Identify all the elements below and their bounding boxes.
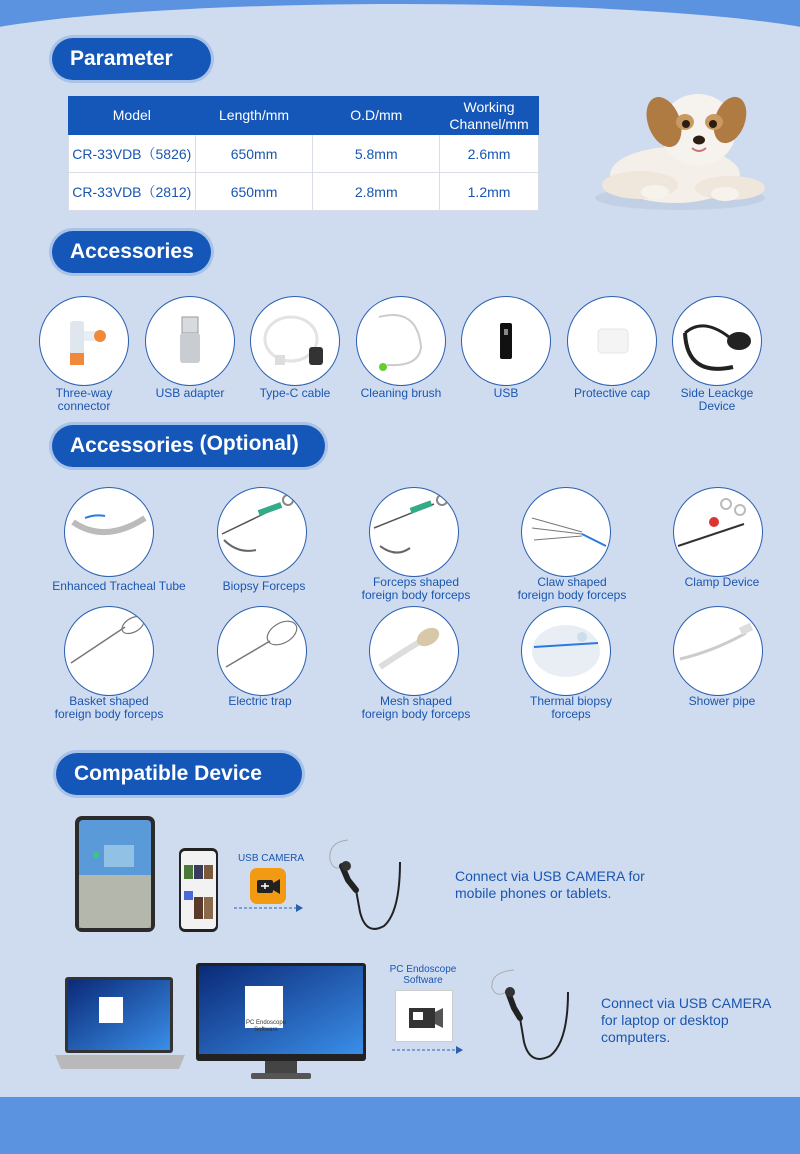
- optional-accessory-label: Mesh shaped foreign body forceps: [361, 694, 471, 721]
- header-working-channel-text: Working Channel/mm: [449, 98, 529, 132]
- compatible-heading: Compatible Device: [56, 753, 302, 795]
- biopsy-forceps-icon: [218, 488, 306, 576]
- optional-accessory-item: [217, 487, 307, 577]
- arrow-icon: [232, 902, 304, 914]
- three-way-connector-icon: [40, 297, 128, 385]
- accessory-item: [39, 296, 129, 386]
- cell-length: 650mm: [195, 135, 313, 173]
- claw-shaped-icon: [522, 488, 610, 576]
- accessory-item: [567, 296, 657, 386]
- pc-software-label: PC Endoscope Software: [389, 964, 457, 986]
- optional-suffix: (Optional): [199, 432, 299, 455]
- pc-note-text: Connect via USB CAMERA for laptop or desktop computers.: [601, 995, 772, 1045]
- tablet-icon: [74, 815, 156, 933]
- optional-accessory-label: Electric trap: [228, 694, 292, 708]
- usb-adapter-icon: [146, 297, 234, 385]
- accessories-heading: Accessories: [52, 231, 211, 273]
- pc-screen-label: PC Endoscope Software: [245, 1020, 287, 1033]
- header-model: Model: [69, 97, 196, 135]
- usb-stick-icon: [462, 297, 550, 385]
- accessories-optional-title: Accessories: [70, 434, 194, 457]
- optional-accessory-label: Claw shaped foreign body forceps: [517, 575, 627, 602]
- cell-length: 650mm: [195, 173, 313, 211]
- pc-software-icon: [395, 990, 453, 1042]
- cell-channel: 1.2mm: [440, 173, 539, 211]
- type-c-cable-icon: [251, 297, 339, 385]
- header-working-channel: [440, 97, 539, 135]
- table-header-row: [69, 97, 539, 135]
- optional-accessory-label: Thermal biopsy forceps: [529, 694, 613, 721]
- thermal-biopsy-icon: [522, 607, 610, 695]
- accessory-item: [672, 296, 762, 386]
- accessory-label: Cleaning brush: [360, 386, 442, 400]
- basket-shaped-icon: [65, 607, 153, 695]
- cell-od: 2.8mm: [313, 173, 440, 211]
- optional-accessory-label: Clamp Device: [684, 575, 760, 589]
- usb-camera-label: USB CAMERA: [237, 853, 305, 864]
- bottom-band: [0, 1097, 800, 1154]
- optional-accessory-item: [521, 606, 611, 696]
- cell-channel: 2.6mm: [440, 135, 539, 173]
- laptop-icon: [55, 975, 185, 1071]
- cell-model: CR-33VDB（2812): [69, 173, 196, 211]
- shower-pipe-icon: [674, 607, 762, 695]
- accessory-item: [145, 296, 235, 386]
- accessory-label: Type-C cable: [259, 386, 331, 400]
- accessories-optional-heading: [52, 425, 325, 467]
- accessory-label: USB adapter: [155, 386, 225, 400]
- protective-cap-icon: [568, 297, 656, 385]
- optional-accessory-label: Basket shaped foreign body forceps: [54, 694, 164, 721]
- accessory-item: [250, 296, 340, 386]
- accessory-item: [461, 296, 551, 386]
- accessory-label: USB: [493, 386, 519, 400]
- header-od: O.D/mm: [313, 97, 440, 135]
- optional-accessory-item: [217, 606, 307, 696]
- header-length: Length/mm: [195, 97, 313, 135]
- accessory-label: Three-way connector: [55, 386, 113, 413]
- table-row: [69, 135, 539, 173]
- mobile-note-text: Connect via USB CAMERA for mobile phones or tablets.: [455, 868, 645, 901]
- optional-accessory-label: Enhanced Tracheal Tube: [52, 579, 186, 593]
- accessory-label: Side Leackge Device: [680, 386, 754, 413]
- optional-accessory-item: [673, 606, 763, 696]
- cell-model: CR-33VDB（5826): [69, 135, 196, 173]
- accessory-item: [356, 296, 446, 386]
- optional-accessory-item: [673, 487, 763, 577]
- pc-note: [601, 995, 791, 1046]
- optional-accessory-item: [369, 487, 459, 577]
- parameter-heading: Parameter: [52, 38, 211, 80]
- optional-accessory-item: [521, 487, 611, 577]
- optional-accessory-label: Biopsy Forceps: [222, 579, 306, 593]
- clamp-device-icon: [674, 488, 762, 576]
- phone-icon: [178, 847, 219, 933]
- mobile-note: [455, 868, 695, 902]
- parameter-table: [68, 96, 539, 211]
- tracheal-tube-icon: [65, 488, 153, 576]
- arrow-icon: [390, 1044, 464, 1056]
- optional-accessory-item: [369, 606, 459, 696]
- endoscope-icon: [318, 832, 408, 940]
- cell-od: 5.8mm: [313, 135, 440, 173]
- forceps-shaped-icon: [370, 488, 458, 576]
- mesh-shaped-icon: [370, 607, 458, 695]
- optional-accessory-label: Shower pipe: [688, 694, 756, 708]
- optional-accessory-item: [64, 606, 154, 696]
- endoscope-icon: [478, 962, 573, 1070]
- optional-accessory-label: Forceps shaped foreign body forceps: [361, 575, 471, 602]
- electric-trap-icon: [218, 607, 306, 695]
- cleaning-brush-icon: [357, 297, 445, 385]
- optional-accessory-item: [64, 487, 154, 577]
- side-leakage-device-icon: [673, 297, 761, 385]
- usb-camera-app-icon: [250, 868, 286, 904]
- table-row: [69, 173, 539, 211]
- dog-photo: [580, 80, 770, 215]
- accessory-label: Protective cap: [573, 386, 651, 400]
